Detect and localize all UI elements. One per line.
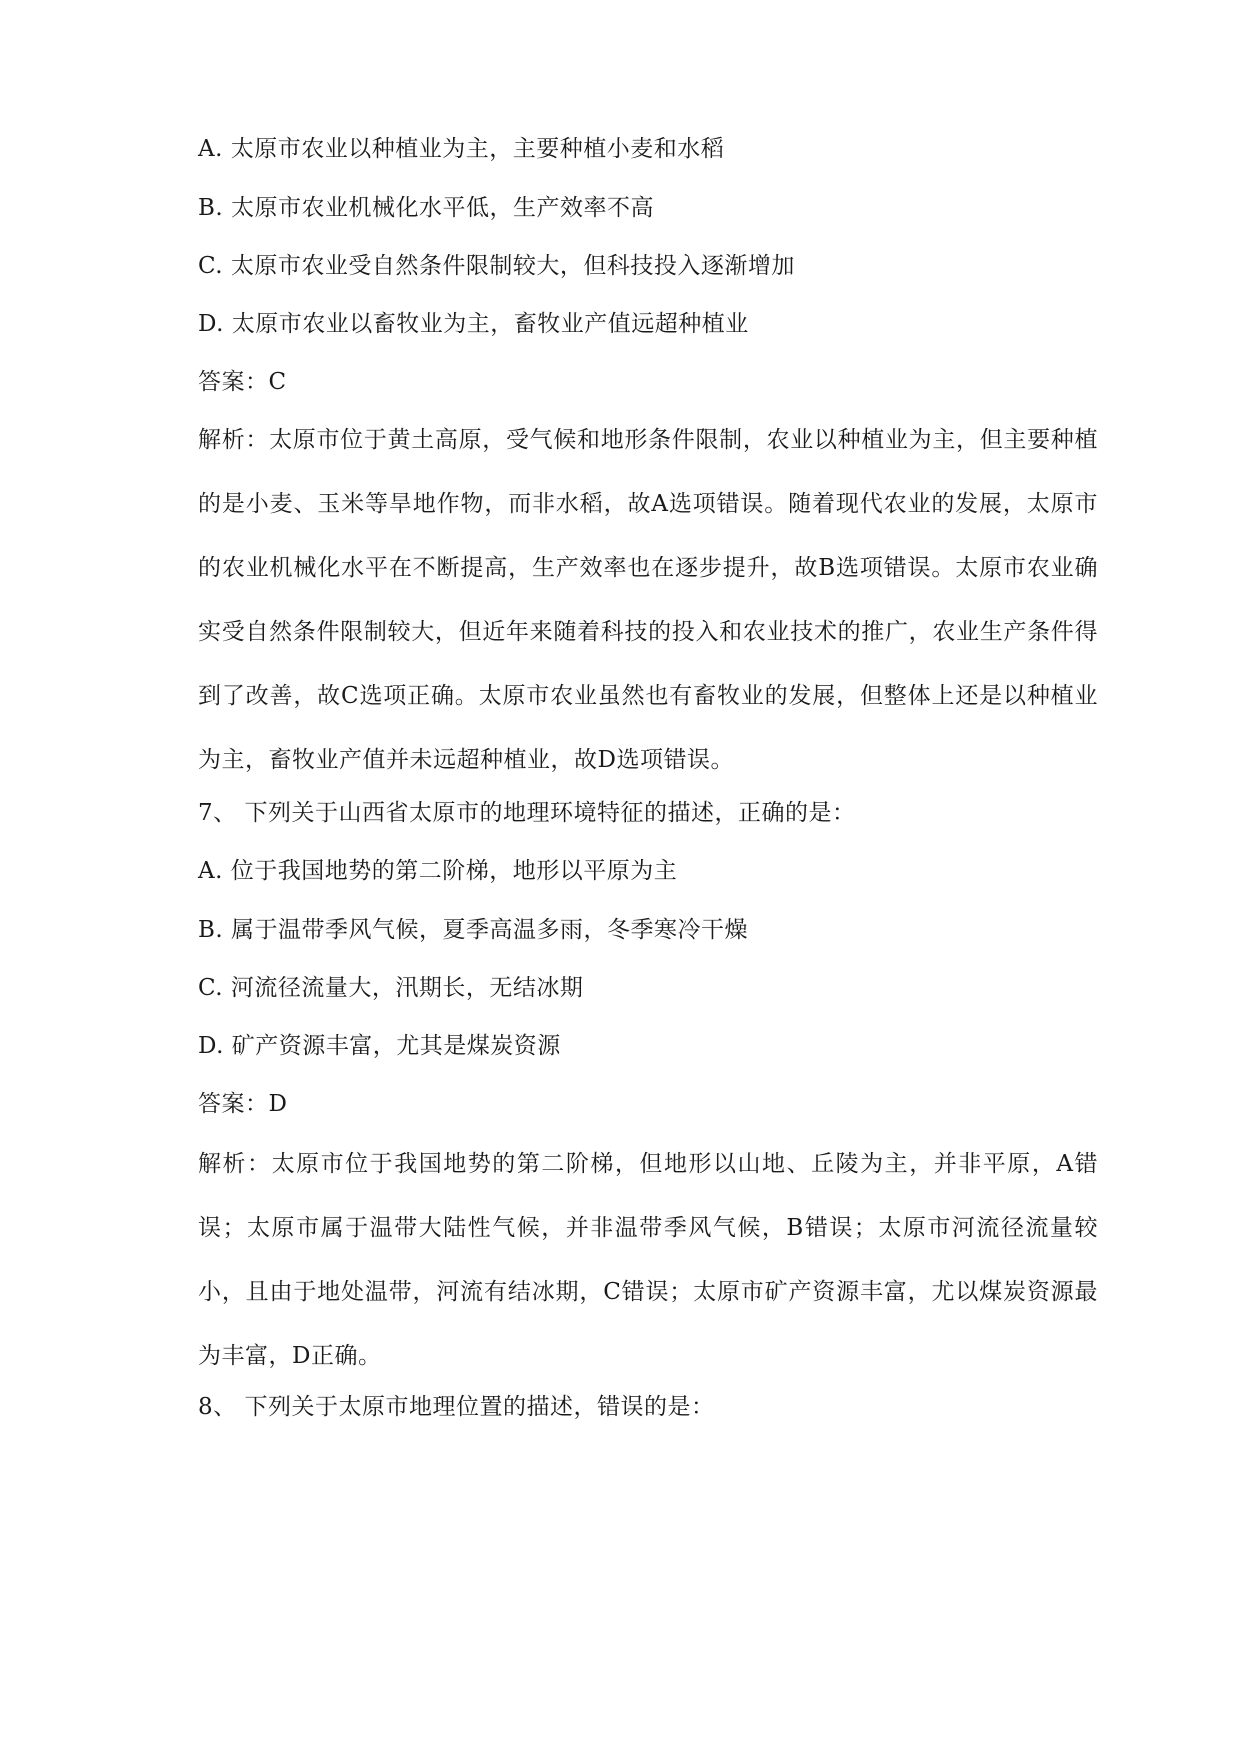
q7-option-d: D. 矿产资源丰富，尤其是煤炭资源: [198, 1033, 561, 1059]
q7-question: 7、 下列关于山西省太原市的地理环境特征的描述，正确的是：: [198, 800, 856, 826]
q6-explanation: 解析：太原市位于黄土高原，受气候和地形条件限制，农业以种植业为主，但主要种植的是小麦、玉米等旱地作物，而非水稻，故A选项错误。随着现代农业的发展，太原市的农业机械化水平在不断提高，生产效率也在逐步提升，故B选项错误。太原市农业确实受自然条件限制较大，但近年来随着科技的投入和农业技术的推广，农业生产条件得到了改善，故C选项正确。太原市农业虽然也有畜牧业的发展，但整体上还是以种植业为主，畜牧业产值并未远超种植业，故D选项错误。: [198, 427, 1098, 773]
q6-option-d: D. 太原市农业以畜牧业为主，畜牧业产值远超种植业: [198, 311, 749, 337]
q6-option-a: A. 太原市农业以种植业为主，主要种植小麦和水稻: [198, 136, 725, 162]
q7-explanation: 解析：太原市位于我国地势的第二阶梯，但地形以山地、丘陵为主，并非平原，A错误；太原市属于温带大陆性气候，并非温带季风气候，B错误；太原市河流径流量较小，且由于地处温带，河流有结冰期，C错误；太原市矿产资源丰富，尤以煤炭资源最为丰富，D正确。: [198, 1151, 1098, 1369]
q8-question: 8、 下列关于太原市地理位置的描述，错误的是：: [198, 1394, 715, 1420]
q7-option-c: C. 河流径流量大，汛期长，无结冰期: [198, 975, 584, 1001]
q6-option-c: C. 太原市农业受自然条件限制较大，但科技投入逐渐增加: [198, 253, 795, 279]
q7-answer: 答案：D: [198, 1091, 288, 1117]
q7-option-a: A. 位于我国地势的第二阶梯，地形以平原为主: [198, 858, 678, 884]
q7-option-b: B. 属于温带季风气候，夏季高温多雨，冬季寒冷干燥: [198, 917, 749, 943]
q6-answer: 答案：C: [198, 369, 287, 395]
q6-option-b: B. 太原市农业机械化水平低，生产效率不高: [198, 195, 655, 221]
